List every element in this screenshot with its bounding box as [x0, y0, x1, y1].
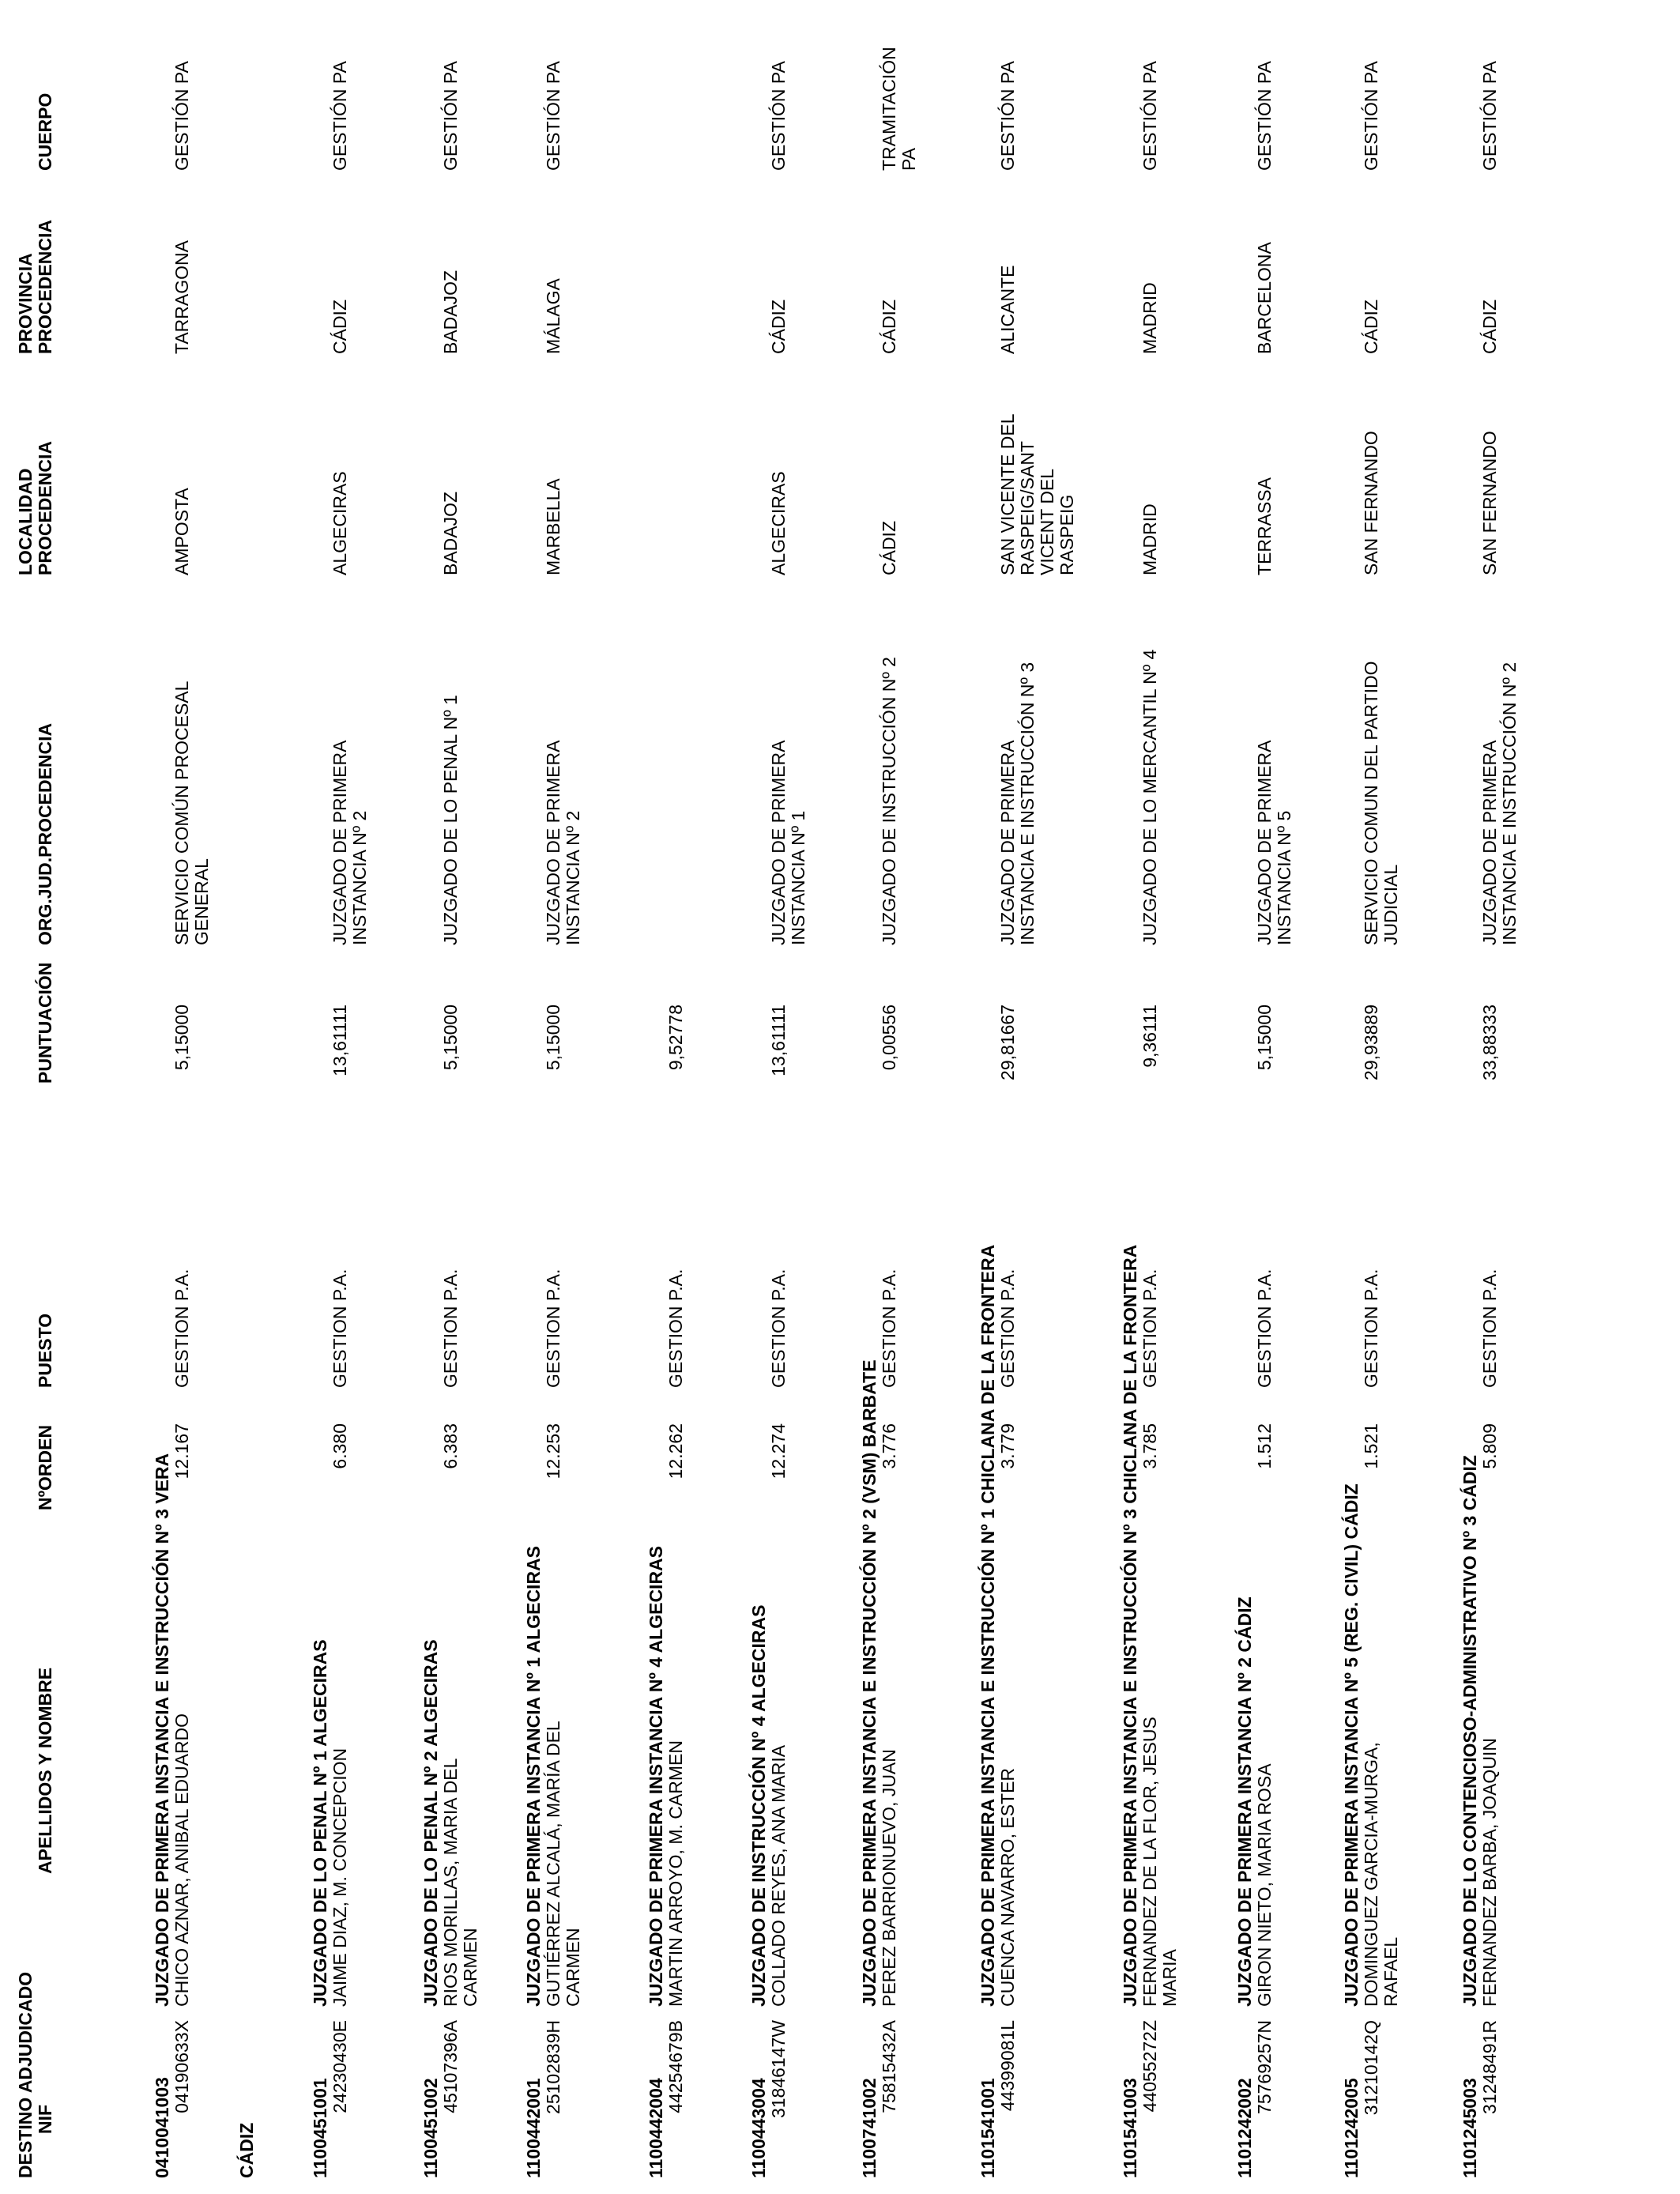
header-localidad-1: LOCALIDAD [15, 468, 36, 575]
puesto-cell: GESTION P.A. [768, 1269, 789, 1388]
cuerpo-cell: GESTIÓN PA [1139, 61, 1160, 171]
cuerpo-cell: GESTIÓN PA [543, 61, 563, 171]
cuerpo-cell: GESTIÓN PA [1361, 61, 1381, 171]
provincia-cell: ALICANTE [997, 265, 1018, 354]
destino-code: 1101541001 [977, 2078, 998, 2178]
localidad-cell: TERRASSA [1254, 477, 1275, 575]
destino-code: 1100741002 [859, 2078, 880, 2178]
org-cell: JUZGADO DE PRIMERA INSTANCIA Nº 1 [768, 741, 808, 945]
puntuacion-cell: 29,93889 [1361, 1005, 1381, 1080]
org-cell: JUZGADO DE PRIMERA INSTANCIA Nº 2 [330, 741, 370, 945]
court-name: JUZGADO DE PRIMERA INSTANCIA E INSTRUCCIÓN Nº 3 VERA [152, 1453, 172, 2007]
localidad-cell: ALGECIRAS [768, 471, 789, 575]
header-cuerpo: CUERPO [35, 92, 55, 171]
header-puesto: PUESTO [35, 1313, 55, 1388]
norden-cell: 5.809 [1479, 1423, 1500, 1469]
court-name: JUZGADO DE PRIMERA INSTANCIA Nº 4 ALGECIRAS [646, 1545, 666, 2007]
name-cell: GUTIÉRREZ ALCALÁ, MARÍA DEL CARMEN [543, 1721, 583, 2007]
header-nif: NIF [35, 2104, 55, 2134]
cuerpo-cell: GESTIÓN PA [1254, 61, 1275, 171]
header-org: ORG.JUD.PROCEDENCIA [35, 722, 55, 945]
provincia-cell: MÁLAGA [543, 278, 563, 354]
org-cell: JUZGADO DE PRIMERA INSTANCIA Nº 5 [1254, 741, 1294, 945]
puesto-cell: GESTION P.A. [543, 1269, 563, 1388]
cuerpo-cell: GESTIÓN PA [330, 61, 350, 171]
norden-cell: 12.274 [768, 1423, 789, 1480]
puntuacion-cell: 13,61111 [768, 1005, 789, 1076]
puesto-cell: GESTION P.A. [1479, 1269, 1500, 1388]
norden-cell: 3.785 [1139, 1423, 1160, 1469]
destino-code: 1100442001 [523, 2078, 544, 2178]
puntuacion-cell: 33,88333 [1479, 1005, 1500, 1080]
destino-code: 0410041003 [152, 2077, 172, 2178]
nif-cell: 31846147W [768, 2020, 789, 2119]
cuerpo-cell: GESTIÓN PA [1479, 61, 1500, 171]
nif-cell: 24230430E [330, 2020, 350, 2113]
localidad-cell: SAN FERNANDO [1479, 431, 1500, 575]
puesto-cell: GESTION P.A. [1254, 1269, 1275, 1388]
provincia-cell: TARRAGONA [171, 240, 192, 354]
court-name: JUZGADO DE PRIMERA INSTANCIA E INSTRUCCIÓN Nº 2 (VSM) BARBATE [859, 1359, 880, 2007]
puesto-cell: GESTION P.A. [879, 1269, 899, 1388]
destino-code: 1100451001 [310, 2078, 330, 2178]
puntuacion-cell: 5,15000 [543, 1005, 563, 1071]
destino-code: 1101242005 [1341, 2078, 1362, 2178]
org-cell: JUZGADO DE LO MERCANTIL Nº 4 [1139, 649, 1160, 945]
destino-code: 1100443004 [748, 2078, 769, 2178]
court-name: JUZGADO DE PRIMERA INSTANCIA E INSTRUCCIÓN Nº 1 CHICLANA DE LA FRONTERA [977, 1244, 998, 2007]
localidad-cell: MARBELLA [543, 478, 563, 575]
name-cell: RIOS MORILLAS, MARIA DEL CARMEN [440, 1759, 480, 2007]
provincia-cell: CÁDIZ [1479, 300, 1500, 354]
org-cell: JUZGADO DE LO PENAL Nº 1 [440, 695, 461, 945]
norden-cell: 12.262 [665, 1423, 686, 1480]
cuerpo-cell: GESTIÓN PA [171, 61, 192, 171]
cuerpo-cell: GESTIÓN PA [768, 61, 789, 171]
nif-cell: 44055272Z [1139, 2020, 1160, 2113]
nif-cell: 44399081L [997, 2020, 1018, 2112]
norden-cell: 6.383 [440, 1423, 461, 1469]
header-localidad-2: PROCEDENCIA [35, 441, 55, 575]
puesto-cell: GESTION P.A. [1361, 1269, 1381, 1388]
localidad-cell: BADAJOZ [440, 491, 461, 575]
header-puntuacion: PUNTUACIÓN [35, 962, 55, 1084]
name-cell: CHICO AZNAR, ANIBAL EDUARDO [171, 1713, 192, 2007]
puntuacion-cell: 5,15000 [171, 1005, 192, 1071]
norden-cell: 1.512 [1254, 1423, 1275, 1469]
nif-cell: 31210142Q [1361, 2020, 1381, 2116]
localidad-cell: AMPOSTA [171, 488, 192, 575]
org-cell: JUZGADO DE PRIMERA INSTANCIA E INSTRUCCIÓN Nº 2 [1479, 662, 1520, 945]
provincia-cell: CÁDIZ [330, 300, 350, 354]
puesto-cell: GESTION P.A. [997, 1269, 1018, 1388]
name-cell: GIRON NIETO, MARIA ROSA [1254, 1763, 1275, 2007]
destino-code: 1100451002 [420, 2078, 441, 2178]
nif-cell: 31248491R [1479, 2020, 1500, 2114]
destino-code: 1101242002 [1234, 2078, 1255, 2178]
localidad-cell: ALGECIRAS [330, 471, 350, 575]
court-name: JUZGADO DE LO PENAL Nº 2 ALGECIRAS [420, 1639, 441, 2007]
norden-cell: 6.380 [330, 1423, 350, 1469]
destino-code: 1101245003 [1460, 2078, 1480, 2178]
puntuacion-cell: 5,15000 [440, 1005, 461, 1071]
puntuacion-cell: 9,52778 [665, 1005, 686, 1071]
header-destino: DESTINO ADJUDICADO [15, 1971, 36, 2178]
name-cell: COLLADO REYES, ANA MARIA [768, 1744, 789, 2007]
puesto-cell: GESTION P.A. [665, 1269, 686, 1388]
puesto-cell: GESTION P.A. [330, 1269, 350, 1388]
puntuacion-cell: 0,00556 [879, 1005, 899, 1071]
org-cell: JUZGADO DE PRIMERA INSTANCIA Nº 2 [543, 741, 583, 945]
court-name: JUZGADO DE PRIMERA INSTANCIA Nº 5 (REG. CIVIL) CÁDIZ [1341, 1483, 1362, 2007]
provincia-cell: MADRID [1139, 282, 1160, 354]
header-apellidos: APELLIDOS Y NOMBRE [35, 1667, 55, 1874]
provincia-cell: CÁDIZ [1361, 300, 1381, 354]
localidad-cell: SAN FERNANDO [1361, 431, 1381, 575]
provincia-cell: CÁDIZ [879, 300, 899, 354]
nif-cell: 45107396A [440, 2020, 461, 2113]
cuerpo-cell: GESTIÓN PA [997, 61, 1018, 171]
header-provincia-2: PROCEDENCIA [35, 220, 55, 354]
name-cell: CUENCA NAVARRO, ESTER [997, 1767, 1018, 2007]
court-name: JUZGADO DE PRIMERA INSTANCIA Nº 2 CÁDIZ [1234, 1596, 1255, 2007]
court-name: JUZGADO DE PRIMERA INSTANCIA E INSTRUCCIÓN Nº 3 CHICLANA DE LA FRONTERA [1120, 1244, 1140, 2007]
norden-cell: 12.167 [171, 1423, 192, 1480]
provincia-cell: BADAJOZ [440, 270, 461, 354]
norden-cell: 3.779 [997, 1423, 1018, 1469]
localidad-cell: SAN VICENTE DEL RASPEIG/SANT VICENT DEL RASPEIG [997, 414, 1077, 575]
org-cell: SERVICIO COMÚN PROCESAL GENERAL [171, 681, 212, 945]
name-cell: MARTIN ARROYO, M. CARMEN [665, 1740, 686, 2007]
header-norden: NºORDEN [35, 1424, 55, 1510]
name-cell: PEREZ BARRIONUEVO, JUAN [879, 1749, 899, 2007]
nif-cell: 44254679B [665, 2020, 686, 2113]
cuerpo-cell: GESTIÓN PA [440, 61, 461, 171]
name-cell: JAIME DIAZ, M. CONCEPCION [330, 1747, 350, 2007]
org-cell: JUZGADO DE PRIMERA INSTANCIA E INSTRUCCIÓN Nº 3 [997, 662, 1038, 945]
header-provincia-1: PROVINCIA [15, 253, 36, 354]
nif-cell: 75769257N [1254, 2020, 1275, 2114]
localidad-cell: MADRID [1139, 503, 1160, 575]
provincia-cell: BARCELONA [1254, 242, 1275, 354]
puntuacion-cell: 13,61111 [330, 1005, 350, 1076]
name-cell: DOMINGUEZ GARCIA-MURGA, RAFAEL [1361, 1742, 1401, 2007]
destino-code: 1101541003 [1120, 2078, 1140, 2178]
court-name: JUZGADO DE INSTRUCCIÓN Nº 4 ALGECIRAS [748, 1604, 769, 2007]
province-label: CÁDIZ [236, 2122, 257, 2178]
puesto-cell: GESTION P.A. [440, 1269, 461, 1388]
puesto-cell: GESTION P.A. [171, 1269, 192, 1388]
puntuacion-cell: 29,81667 [997, 1005, 1018, 1080]
court-name: JUZGADO DE LO PENAL Nº 1 ALGECIRAS [310, 1639, 330, 2007]
nif-cell: 75815432A [879, 2020, 899, 2113]
norden-cell: 12.253 [543, 1423, 563, 1480]
court-name: JUZGADO DE PRIMERA INSTANCIA Nº 1 ALGECIRAS [523, 1545, 544, 2007]
org-cell: JUZGADO DE INSTRUCCIÓN Nº 2 [879, 657, 899, 945]
org-cell: SERVICIO COMUN DEL PARTIDO JUDICIAL [1361, 661, 1401, 945]
norden-cell: 1.521 [1361, 1423, 1381, 1469]
court-name: JUZGADO DE LO CONTENCIOSO-ADMINISTRATIVO Nº 3 CÁDIZ [1460, 1455, 1480, 2007]
localidad-cell: CÁDIZ [879, 521, 899, 575]
name-cell: FERNANDEZ BARBA, JOAQUIN [1479, 1738, 1500, 2007]
provincia-cell: CÁDIZ [768, 300, 789, 354]
cuerpo-cell: TRAMITACIÓN PA [879, 47, 919, 171]
norden-cell: 3.776 [879, 1423, 899, 1469]
nif-cell: 04190633X [171, 2020, 192, 2113]
puntuacion-cell: 5,15000 [1254, 1005, 1275, 1071]
nif-cell: 25102839H [543, 2020, 563, 2114]
puesto-cell: GESTION P.A. [1139, 1269, 1160, 1388]
puntuacion-cell: 9,36111 [1139, 1005, 1160, 1068]
name-cell: FERNANDEZ DE LA FLOR, JESUS MARIA [1139, 1717, 1180, 2007]
destino-code: 1100442004 [646, 2078, 666, 2178]
